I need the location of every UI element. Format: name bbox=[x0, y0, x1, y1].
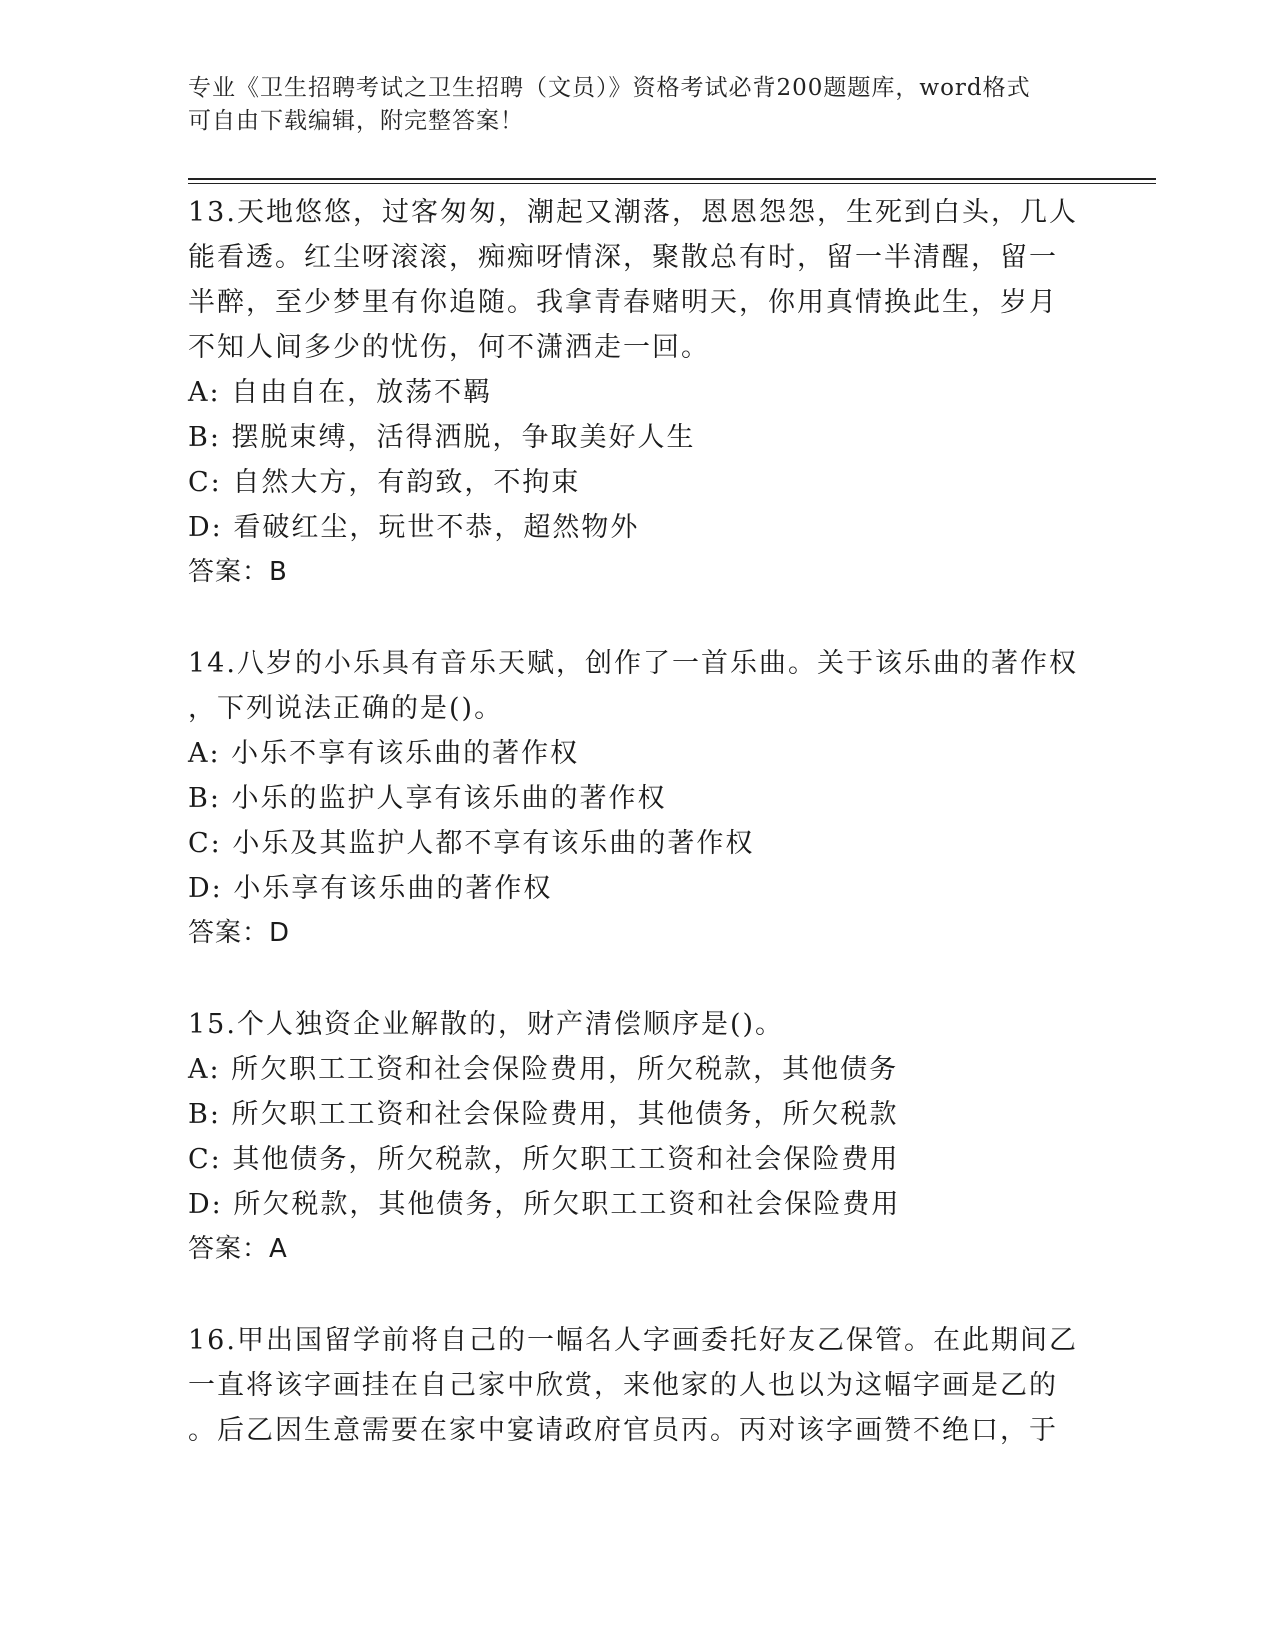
answer-line: 答案：B bbox=[188, 557, 288, 587]
question-text-line: 13.天地悠悠，过客匆匆，潮起又潮落，恩恩怨怨，生死到白头，几人 bbox=[188, 197, 1078, 228]
answer-line: 答案：A bbox=[188, 1234, 288, 1264]
question-text-line: 16.甲出国留学前将自己的一幅名人字画委托好友乙保管。在此期间乙 bbox=[188, 1325, 1078, 1356]
question-list bbox=[188, 190, 1088, 1499]
header-line-2: 可自由下载编辑，附完整答案！ bbox=[188, 108, 524, 134]
option-b: B: 所欠职工工资和社会保险费用，其他债务，所欠税款 bbox=[188, 1099, 899, 1130]
document-header bbox=[188, 72, 1068, 138]
option-c: C: 小乐及其监护人都不享有该乐曲的著作权 bbox=[188, 828, 755, 859]
question-text-line: 。后乙因生意需要在家中宴请政府官员丙。丙对该字画赞不绝口，于 bbox=[188, 1415, 1058, 1446]
question-13 bbox=[188, 190, 1088, 595]
question-16 bbox=[188, 1318, 1088, 1453]
question-text-line: 15.个人独资企业解散的，财产清偿顺序是()。 bbox=[188, 1009, 785, 1040]
header-rule-thick bbox=[188, 178, 1156, 180]
question-text-line: 14.八岁的小乐具有音乐天赋，创作了一首乐曲。关于该乐曲的著作权 bbox=[188, 648, 1078, 679]
option-b: B: 摆脱束缚，活得洒脱，争取美好人生 bbox=[188, 422, 696, 453]
option-b: B: 小乐的监护人享有该乐曲的著作权 bbox=[188, 783, 667, 814]
header-line-1: 专业《卫生招聘考试之卫生招聘（文员）》资格考试必背200题题库，word格式 bbox=[188, 75, 1031, 101]
question-15 bbox=[188, 1002, 1088, 1272]
header-rule-thin bbox=[188, 183, 1156, 184]
option-d: D: 小乐享有该乐曲的著作权 bbox=[188, 873, 553, 904]
option-a: A: 自由自在，放荡不羁 bbox=[188, 377, 493, 408]
option-d: D: 看破红尘，玩世不恭，超然物外 bbox=[188, 512, 640, 543]
option-c: C: 自然大方，有韵致，不拘束 bbox=[188, 467, 581, 498]
question-text-line: 一直将该字画挂在自己家中欣赏，来他家的人也以为这幅字画是乙的 bbox=[188, 1370, 1058, 1401]
question-text-line: 半醉，至少梦里有你追随。我拿青春赌明天，你用真情换此生，岁月 bbox=[188, 287, 1058, 318]
option-d: D: 所欠税款，其他债务，所欠职工工资和社会保险费用 bbox=[188, 1189, 901, 1220]
option-c: C: 其他债务，所欠税款，所欠职工工资和社会保险费用 bbox=[188, 1144, 900, 1175]
option-a: A: 小乐不享有该乐曲的著作权 bbox=[188, 738, 580, 769]
question-text-line: 不知人间多少的忧伤，何不潇洒走一回。 bbox=[188, 332, 710, 363]
option-a: A: 所欠职工工资和社会保险费用，所欠税款，其他债务 bbox=[188, 1054, 899, 1085]
question-14 bbox=[188, 641, 1088, 956]
question-text-line: 能看透。红尘呀滚滚，痴痴呀情深，聚散总有时，留一半清醒，留一 bbox=[188, 242, 1058, 273]
answer-line: 答案：D bbox=[188, 918, 291, 948]
question-text-line: ，下列说法正确的是()。 bbox=[188, 693, 504, 724]
